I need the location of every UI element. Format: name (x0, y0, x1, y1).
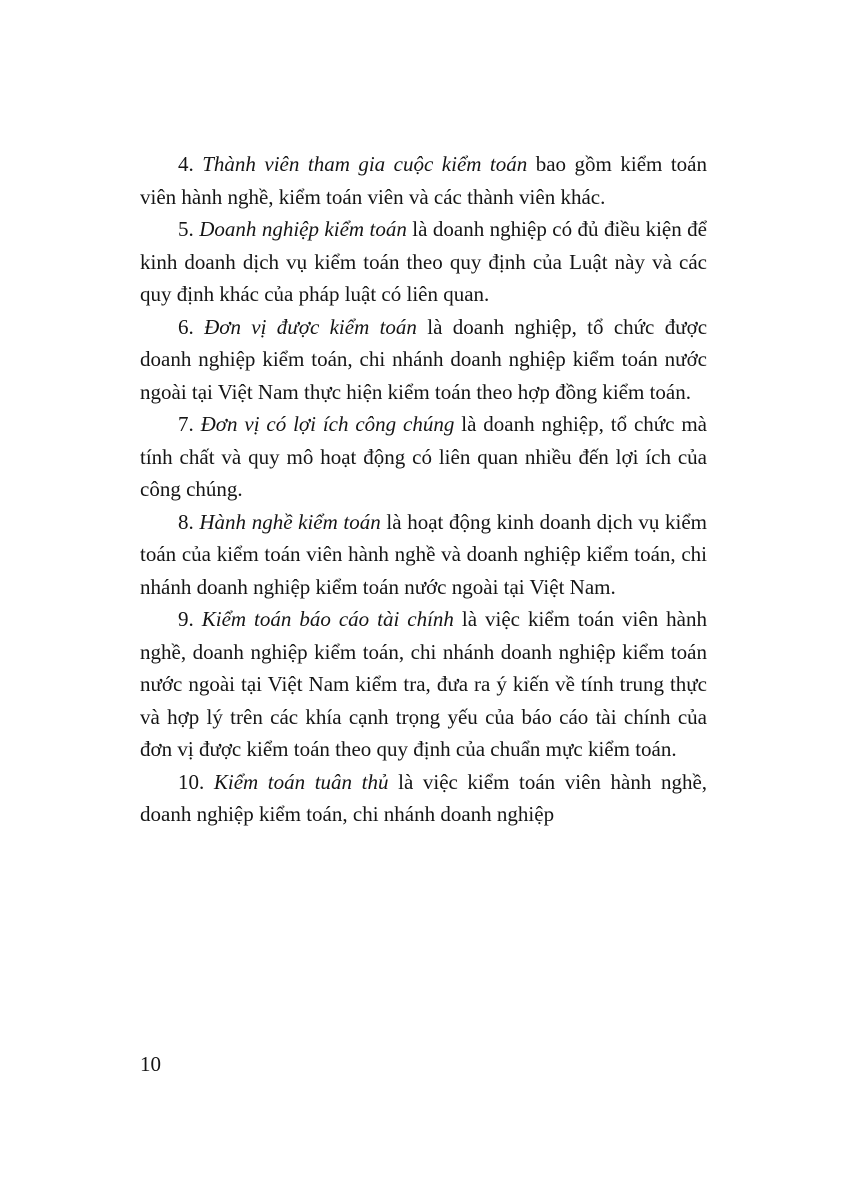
paragraph-text: là việc kiểm toán viên hành nghề, doanh nghiệp kiểm toán, chi nhánh doanh nghiệp (140, 769, 708, 826)
definition-paragraph (140, 148, 707, 213)
paragraph-number: 5. (178, 217, 194, 241)
definition-paragraph (140, 766, 707, 831)
text-block (140, 148, 707, 831)
page-number: 10 (140, 1052, 161, 1076)
definition-paragraph (140, 506, 707, 604)
paragraph-number: 10. (178, 769, 205, 794)
definition-paragraph (140, 311, 707, 409)
defined-term: Hành nghề kiểm toán (199, 509, 381, 534)
paragraph-number: 8. (178, 509, 194, 534)
defined-term: Thành viên tham gia cuộc kiểm toán (202, 152, 528, 176)
paragraph-text: là doanh nghiệp có đủ điều kiện để kinh doanh dịch vụ kiểm toán theo quy định của Luật này và các quy định khác của pháp luật có liên quan. (140, 217, 708, 306)
definition-paragraph (140, 408, 707, 506)
paragraph-text: là hoạt động kinh doanh dịch vụ kiểm toán của kiểm toán viên hành nghề và doanh nghiệp kiểm toán, chi nhánh doanh nghiệp kiểm toán nước ngoài tại Việt Nam. (140, 509, 707, 599)
paragraph-number: 7. (178, 412, 194, 436)
paragraph-number: 4. (178, 152, 194, 176)
defined-term: Đơn vị có lợi ích công chúng (200, 412, 455, 436)
paragraph-text: là doanh nghiệp, tổ chức được doanh nghiệp kiểm toán, chi nhánh doanh nghiệp kiểm toán nước ngoài tại Việt Nam thực hiện kiểm toán theo hợp đồng kiểm toán. (140, 314, 708, 404)
paragraph-number: 9. (178, 607, 194, 631)
defined-term: Doanh nghiệp kiểm toán (199, 217, 407, 241)
paragraph-number: 6. (178, 314, 194, 339)
paragraph-text: bao gồm kiểm toán viên hành nghề, kiểm toán viên và các thành viên khác. (140, 152, 707, 209)
defined-term: Kiểm toán tuân thủ (213, 769, 389, 794)
paragraph-text: là việc kiểm toán viên hành nghề, doanh nghiệp kiểm toán, chi nhánh doanh nghiệp kiểm toán nước ngoài tại Việt Nam kiểm tra, đưa ra ý kiến về tính trung thực và hợp lý trên các khía cạnh trọng yếu của báo cáo tài chính của đơn vị được kiểm toán theo quy định của chuẩn mực kiểm toán. (140, 607, 708, 761)
defined-term: Kiểm toán báo cáo tài chính (201, 607, 454, 631)
definition-paragraph (140, 603, 707, 766)
defined-term: Đơn vị được kiểm toán (204, 314, 417, 339)
definition-paragraph (140, 213, 707, 311)
paragraph-text: là doanh nghiệp, tổ chức mà tính chất và quy mô hoạt động có liên quan nhiều đến lợi ích của công chúng. (140, 412, 707, 501)
